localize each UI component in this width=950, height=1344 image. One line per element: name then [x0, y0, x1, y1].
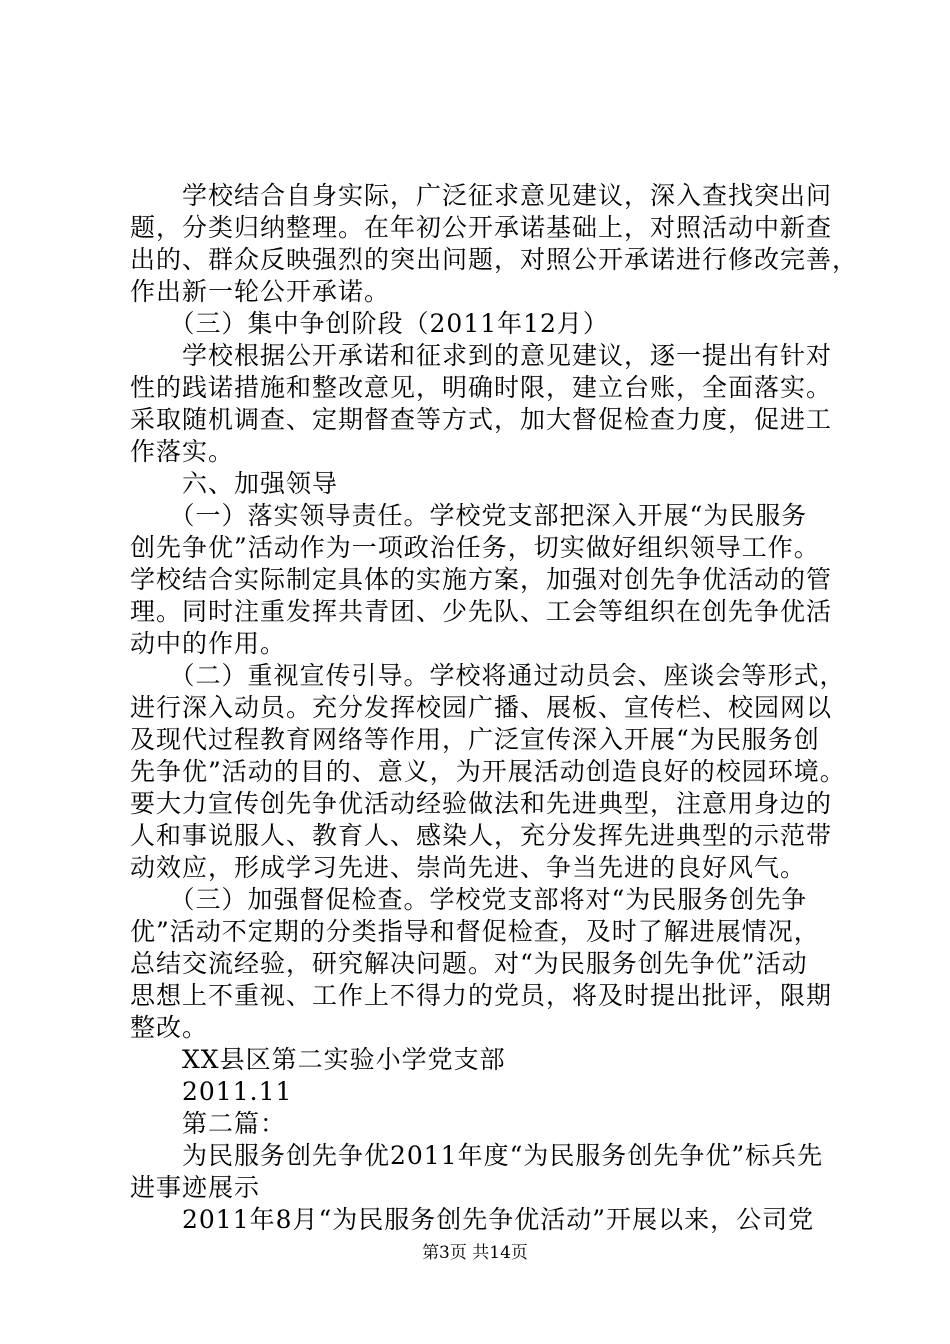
text-line: 学校结合自身实际，广泛征求意见建议，深入查找突出问	[130, 181, 833, 210]
text-line: 学校根据公开承诺和征求到的意见建议，逐一提出有针对	[130, 341, 833, 370]
text-line: 思想上不重视、工作上不得力的党员，将及时提出批评，限期	[130, 981, 833, 1010]
text-line: 进行深入动员。充分发挥校园广播、展板、宣传栏、校园网以	[130, 693, 833, 722]
text-line: 人和事说服人、教育人、感染人，充分发挥先进典型的示范带	[130, 821, 833, 850]
text-line: 动效应，形成学习先进、崇尚先进、争当先进的良好风气。	[130, 853, 807, 882]
text-line: 采取随机调查、定期督查等方式，加大督促检查力度，促进工	[130, 405, 833, 434]
text-line: 动中的作用。	[130, 629, 287, 658]
text-line: 作出新一轮公开承诺。	[130, 277, 391, 306]
text-line: 创先争优”活动作为一项政治任务，切实做好组织领导工作。	[130, 533, 820, 562]
signature-org: XX县区第二实验小学党支部	[130, 1045, 506, 1074]
chapter-heading: 第二篇：	[130, 1109, 287, 1138]
signature-date: 2011.11	[130, 1077, 293, 1106]
page-number-footer: 第3页 共14页	[422, 1243, 528, 1263]
text-line: 要大力宣传创先争优活动经验做法和先进典型，注意用身边的	[130, 789, 833, 818]
section-heading: 六、加强领导	[130, 469, 339, 498]
text-line: 题，分类归纳整理。在年初公开承诺基础上，对照活动中新查	[130, 213, 833, 242]
text-line: 优”活动不定期的分类指导和督促检查，及时了解进展情况，	[130, 917, 820, 946]
text-line: 为民服务创先争优2011年度“为民服务创先争优”标兵先	[130, 1141, 824, 1170]
text-line: （三）加强督促检查。学校党支部将对“为民服务创先争	[130, 885, 808, 914]
text-line: 先争优”活动的目的、意义，为开展活动创造良好的校园环境。	[130, 757, 846, 786]
text-line: （一）落实领导责任。学校党支部把深入开展“为民服务	[130, 501, 808, 530]
text-line: 总结交流经验，研究解决问题。对“为民服务创先争优”活动	[130, 949, 808, 978]
section-heading: （三）集中争创阶段（2011年12月）	[130, 309, 609, 338]
text-line: 理。同时注重发挥共青团、少先队、工会等组织在创先争优活	[130, 597, 833, 626]
text-line: 出的、群众反映强烈的突出问题，对照公开承诺进行修改完善，	[130, 245, 859, 274]
text-line: 整改。	[130, 1013, 209, 1042]
text-line: 2011年8月“为民服务创先争优活动”开展以来，公司党	[130, 1205, 815, 1234]
text-line: 作落实。	[130, 437, 235, 466]
text-line: 性的践诺措施和整改意见，明确时限，建立台账，全面落实。	[130, 373, 833, 402]
text-line: 进事迹展示	[130, 1173, 261, 1202]
text-line: 及现代过程教育网络等作用，广泛宣传深入开展“为民服务创	[130, 725, 820, 754]
text-line: 学校结合实际制定具体的实施方案，加强对创先争优活动的管	[130, 565, 833, 594]
text-line: （二）重视宣传引导。学校将通过动员会、座谈会等形式，	[130, 661, 846, 690]
